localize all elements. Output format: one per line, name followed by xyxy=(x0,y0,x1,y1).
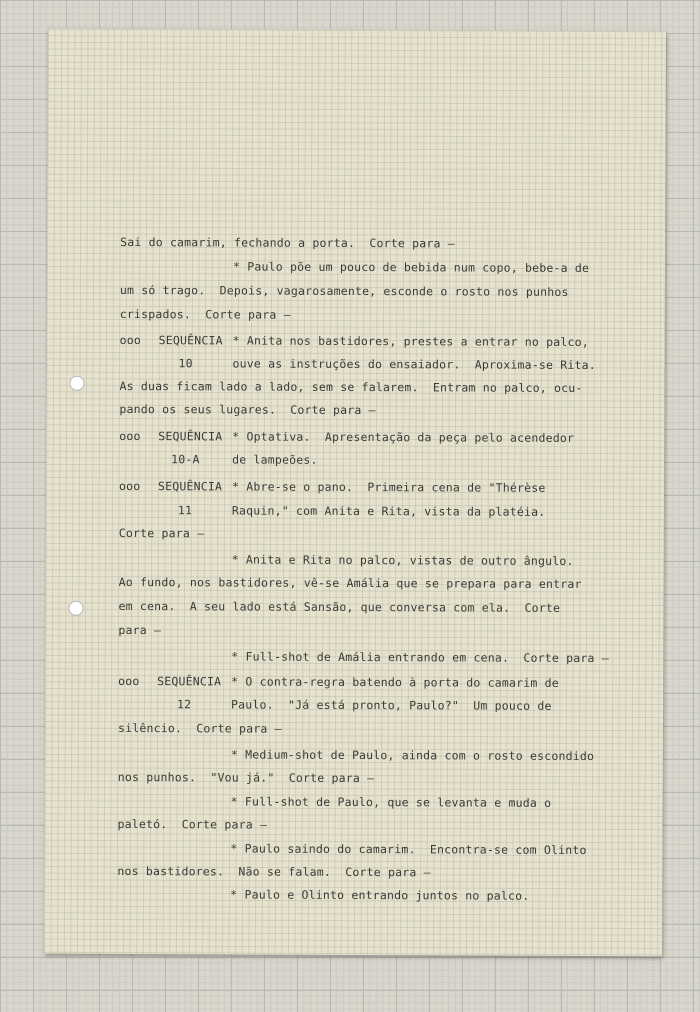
text-line: * Full-shot de Amália entrando em cena. Corte para — xyxy=(231,649,609,666)
sequence-marker: ooo xyxy=(119,428,141,444)
text-line: * Medium-shot de Paulo, ainda com o rosto escondido xyxy=(230,747,595,764)
text-line: * O contra-regra batendo à porta do camarim de xyxy=(231,674,559,690)
text-line: * Paulo e Olinto entrando juntos no palco. xyxy=(230,887,530,903)
text-line: Sai do camarim, fechando a porta. Corte para — xyxy=(120,234,455,251)
sequence-heading: SEQUÊNCIA xyxy=(158,429,223,444)
text-line: Corte para — xyxy=(118,525,205,541)
sequence-number: 10 xyxy=(178,356,193,371)
text-line: Ao fundo, nos bastidores, vê-se Amália que se prepara para entrar xyxy=(118,574,582,591)
sequence-heading: SEQUÊNCIA xyxy=(157,674,222,689)
text-line: ouve as instruções do ensaiador. Aproxima-se Rita. xyxy=(232,356,596,373)
sequence-marker: ooo xyxy=(118,673,140,689)
text-line: Paulo. "Já está pronto, Paulo?" Um pouco de xyxy=(231,697,552,713)
text-line: * Paulo põe um pouco de bebida num copo, bebe-a de xyxy=(232,259,590,276)
text-line: * Anita nos bastidores, prestes a entrar no palco, xyxy=(232,333,589,350)
sequence-marker: ooo xyxy=(119,332,142,348)
text-line: * Paulo saindo do camarim. Encontra-se com Olinto xyxy=(230,841,587,858)
typed-page xyxy=(44,29,666,957)
sequence-marker: ooo xyxy=(118,478,141,494)
text-line: nos bastidores. Não se falam. Corte para — xyxy=(117,863,431,880)
text-line: As duas ficam lado a lado, sem se falarem. Entram no palco, ocu- xyxy=(119,378,583,395)
text-line: para — xyxy=(118,622,162,638)
text-line: pando os seus lugares. Corte para — xyxy=(119,401,376,418)
typed-text xyxy=(44,29,666,957)
sequence-heading: SEQUÊNCIA xyxy=(158,333,223,348)
text-line: * Optativa. Apresentação da peça pelo acendedor xyxy=(232,429,575,445)
text-line: * Abre-se o pano. Primeira cena de "Thérèse xyxy=(231,479,546,495)
text-line: Raquin," com Anita e Rita, vista da platéia. xyxy=(231,503,546,519)
text-line: silêncio. Corte para — xyxy=(117,720,282,736)
text-line: paletó. Corte para — xyxy=(117,816,268,832)
sequence-heading: SEQUÊNCIA xyxy=(157,479,223,494)
text-line: de lampeões. xyxy=(232,452,318,467)
text-line: em cena. A seu lado está Sansão, que conversa com ela. Corte xyxy=(118,598,561,615)
text-line: crispados. Corte para — xyxy=(119,306,291,322)
sequence-number: 11 xyxy=(177,503,193,518)
text-line: * Anita e Rita no palco, vistas de outro ângulo. xyxy=(231,552,574,568)
text-line: um só trago. Depois, vagarosamente, esconde o rosto nos punhos xyxy=(119,282,569,299)
sequence-number: 12 xyxy=(177,697,192,712)
sequence-number: 10-A xyxy=(171,452,200,467)
text-line: nos punhos. "Vou já." Corte para — xyxy=(117,769,375,786)
text-line: * Full-shot de Paulo, que se levanta e muda o xyxy=(230,794,552,810)
